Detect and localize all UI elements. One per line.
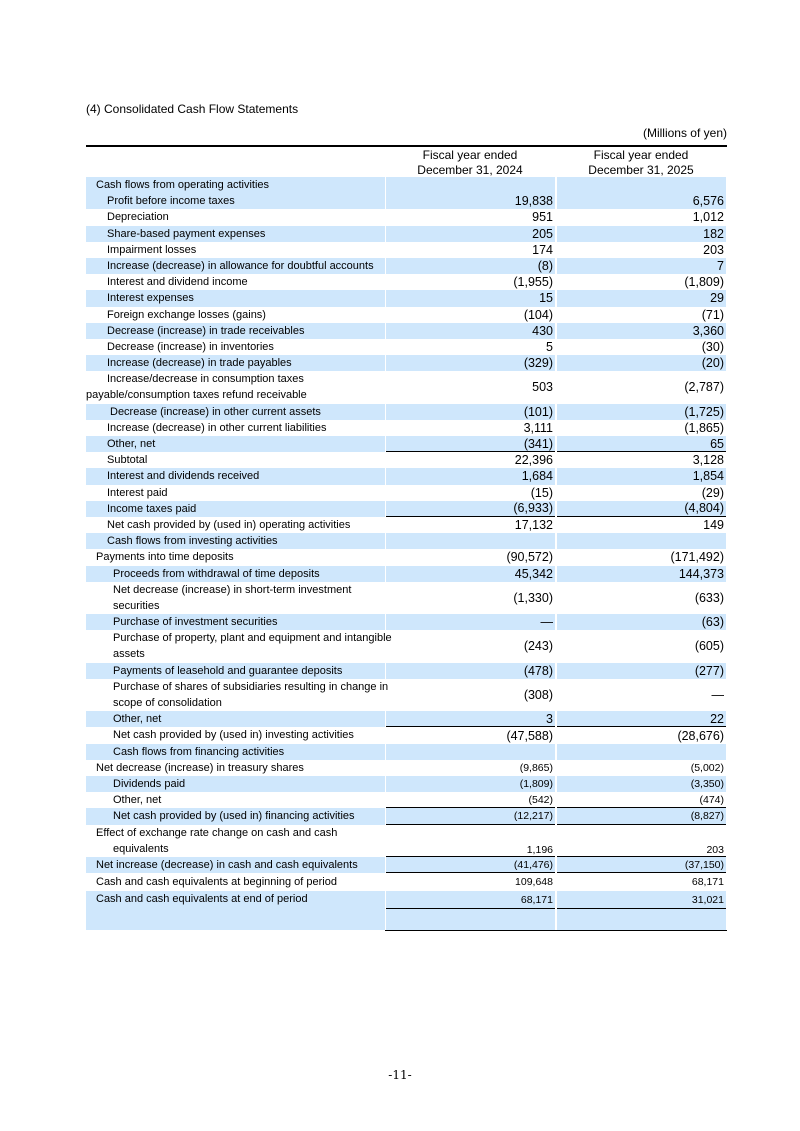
value-2024: (47,588) [506,728,553,743]
table-row [86,468,727,484]
value-2025: 68,171 [691,876,724,889]
value-2024: (329) [386,355,555,371]
value-2024 [386,533,555,549]
table-row [86,873,727,891]
value-2025: (3,350) [557,776,726,792]
value-2024: (1,955) [513,275,553,290]
value-2024: 3 [386,711,555,727]
table-row [86,776,727,792]
value-2025: 31,021 [557,891,726,908]
value-2024: (542) [386,792,555,808]
row-label: Payments into time deposits [96,551,234,564]
value-2024: 205 [386,226,555,242]
row-label: Depreciation [107,211,169,224]
column-header-line: December 31, 2025 [588,163,694,177]
row-label: Share-based payment expenses [86,226,385,242]
value-2025: 65 [557,436,726,452]
row-label [86,630,392,662]
column-header-2025 [556,148,726,178]
row-label-line: assets [113,648,145,661]
value-2024: 17,132 [514,518,553,533]
row-label: Dividends paid [86,776,385,792]
value-2024: 109,648 [515,876,553,889]
table-row [86,355,727,371]
value-2025: (2,787) [684,380,724,395]
row-label: Interest paid [107,486,168,499]
table-row [86,744,727,760]
value-2025: (1,725) [557,404,726,420]
value-2025: (1,809) [684,275,724,290]
column-header-line: Fiscal year ended [422,148,518,162]
table-row [86,501,727,517]
value-2025: (171,492) [670,550,724,565]
row-label: Decrease (increase) in trade receivables [86,323,385,339]
row-label-line: Increase/decrease in consumption taxes [107,373,304,386]
table-row [86,209,727,225]
value-2024: (341) [386,436,555,452]
table-row [86,825,727,857]
value-2025: (63) [557,614,726,630]
row-label: Foreign exchange losses (gains) [107,308,266,321]
row-label: Income taxes paid [86,501,385,517]
value-2025: 22 [557,711,726,727]
row-label-line: securities [113,599,160,612]
table-row [86,760,727,776]
value-2025: 1,854 [557,468,726,484]
table-row-total [86,808,727,824]
row-label: Cash flows from investing activities [86,533,385,549]
table-row [86,258,727,274]
value-2024: (101) [386,404,555,420]
table-row [86,339,727,355]
row-label-line: Net decrease (increase) in short-term investment [113,583,352,596]
table-row [86,533,727,549]
table-row-total [86,891,727,908]
row-label: Increase (decrease) in allowance for doubtful accounts [86,258,385,274]
value-2025: (71) [701,307,724,322]
row-label: Cash and cash equivalents at beginning of period [96,876,337,889]
page-number: -11- [388,1068,412,1082]
value-2025: 1,012 [692,210,724,225]
value-2025: (29) [701,485,724,500]
table-row [86,290,727,306]
value-2025 [557,744,726,760]
row-label: Payments of leasehold and guarantee deposits [86,663,385,679]
table-row [86,711,727,727]
column-header-line: December 31, 2024 [417,163,523,177]
value-2025: (4,804) [557,501,726,517]
value-2025: (28,676) [677,728,724,743]
value-2025: 149 [703,518,724,533]
column-header-2024 [385,148,555,178]
table-row-total [86,517,727,533]
row-label: Interest and dividend income [107,276,248,289]
row-label-line: equivalents [113,842,169,855]
row-label: Net cash provided by (used in) investing activities [113,729,354,742]
row-label [86,582,385,614]
units-note: (Millions of yen) [642,126,727,140]
value-2025: (5,002) [690,761,724,774]
value-2024: (15) [530,485,553,500]
table-row [86,614,727,630]
row-label: Increase (decrease) in trade payables [86,355,385,371]
table-row-total [86,857,727,873]
value-2024: (12,217) [386,808,555,824]
value-2024: 45,342 [386,566,555,582]
value-2024: (41,476) [386,857,555,873]
value-2025: 29 [557,290,726,306]
row-label [86,679,389,711]
value-2024: 1,684 [386,468,555,484]
value-2025 [557,177,726,193]
value-2024: (1,330) [513,590,553,605]
row-label [86,908,385,930]
value-2025: (30) [701,339,724,354]
table-row [86,193,727,209]
value-2024: 68,171 [386,891,555,908]
row-label-line: payable/consumption taxes refund receivable [86,389,307,402]
row-label [86,825,385,857]
row-label: Impairment losses [107,243,197,256]
value-2025: (633) [694,590,724,605]
table-row [86,323,727,339]
table-row [86,274,727,290]
value-2024: 3,111 [523,420,553,435]
value-2024: (308) [523,688,553,703]
row-label: Net increase (decrease) in cash and cash equivalents [86,857,385,873]
value-2024: (6,933) [386,501,555,517]
value-2024 [386,744,555,760]
table-row-spacer [86,908,727,930]
value-2025: (20) [557,355,726,371]
row-label-line: Purchase of shares of subsidiaries resulting in change in [113,680,389,693]
table-row [86,630,727,662]
row-label: Net cash provided by (used in) operating activities [107,518,351,531]
row-label-line: Effect of exchange rate change on cash and cash [96,826,338,839]
table-row [86,177,727,193]
table-row [86,307,727,323]
value-2024: (90,572) [506,550,553,565]
row-label: Net cash provided by (used in) financing activities [86,808,385,824]
table-row [86,566,727,582]
section-title: (4) Consolidated Cash Flow Statements [86,102,299,116]
row-label [86,371,385,403]
table-row [86,485,727,501]
table-row [86,404,727,420]
table-row [86,663,727,679]
footer-rule [385,930,727,931]
value-2025: (1,865) [684,420,724,435]
row-label: Other, net [86,711,385,727]
value-2024: (478) [386,663,555,679]
row-label-line: Purchase of property, plant and equipment and intangible [113,632,392,645]
value-2024: — [386,614,555,630]
value-2025: 3,128 [692,453,724,468]
row-label: Decrease (increase) in inventories [107,340,274,353]
value-2025: 182 [557,226,726,242]
table-row-total [86,727,727,743]
value-2024: 15 [386,290,555,306]
value-2025: (605) [694,639,724,654]
table-row [86,582,727,614]
value-2024: 19,838 [386,193,555,209]
table-row [86,242,727,258]
row-label: Interest expenses [86,290,385,306]
value-2025: 144,373 [557,566,726,582]
row-label: Net decrease (increase) in treasury shares [96,761,304,774]
table-row [86,436,727,452]
row-label: Other, net [113,794,162,807]
value-2024: 430 [386,323,555,339]
value-2024: 503 [532,380,553,395]
value-2025: (277) [557,663,726,679]
column-header-line: Fiscal year ended [593,148,689,162]
value-2025: 3,360 [557,323,726,339]
value-2025: 6,576 [557,193,726,209]
header-rule [86,145,727,147]
table-row [86,226,727,242]
value-2024: 1,196 [386,825,555,857]
value-2024: (104) [523,307,553,322]
value-2024 [386,908,555,930]
value-2025: 203 [557,825,726,857]
value-2025 [557,908,726,930]
table-row-subtotal [86,452,727,468]
value-2024: (9,865) [519,761,553,774]
value-2025 [557,533,726,549]
row-label: Cash flows from operating activities [86,177,385,193]
row-label: Other, net [86,436,385,452]
row-label: Proceeds from withdrawal of time deposits [86,566,385,582]
row-label: Decrease (increase) in other current assets [86,404,385,420]
cash-flow-table [86,177,727,930]
row-label-line: scope of consolidation [113,697,222,710]
table-row [86,792,727,808]
row-label: Profit before income taxes [86,193,385,209]
value-2024: 5 [546,339,553,354]
value-2024: (8) [386,258,555,274]
table-row [86,371,727,403]
value-2025: — [711,688,724,703]
row-label: Cash flows from financing activities [86,744,385,760]
row-label: Subtotal [107,454,148,467]
value-2024: (243) [523,639,553,654]
value-2025: (8,827) [557,808,726,824]
table-row [86,679,727,711]
value-2025: 203 [703,242,724,257]
value-2025: 7 [557,258,726,274]
row-label: Purchase of investment securities [86,614,385,630]
value-2024: (1,809) [386,776,555,792]
row-label: Cash and cash equivalents at end of period [86,891,385,908]
value-2024 [386,177,555,193]
value-2024: 22,396 [514,453,553,468]
table-row [86,549,727,565]
value-2025: (37,150) [557,857,726,873]
table-row [86,420,727,436]
row-label: Interest and dividends received [86,468,385,484]
value-2025: (474) [557,792,726,808]
row-label: Increase (decrease) in other current liabilities [107,421,327,434]
value-2024: 174 [532,242,553,257]
value-2024: 951 [532,210,553,225]
